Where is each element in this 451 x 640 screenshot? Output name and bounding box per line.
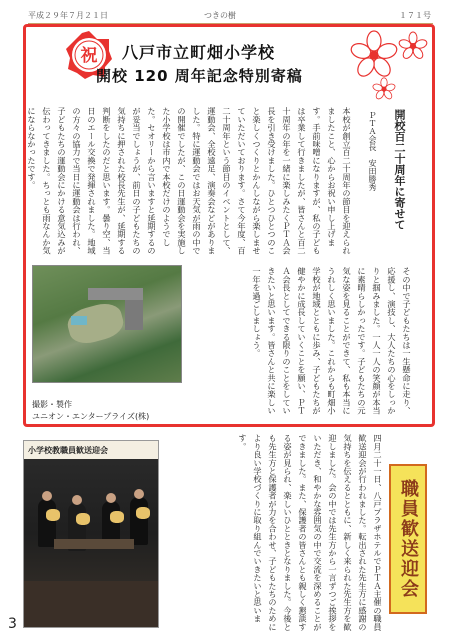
- aerial-school-photo: [32, 265, 182, 383]
- staff-party-heading: 職員歓送迎会: [389, 464, 427, 614]
- page-number: 3: [8, 616, 17, 632]
- issue-number: １７１号: [399, 11, 431, 20]
- newsletter-name: つきの樹: [204, 11, 236, 20]
- cherry-blossom-small-icon: [398, 31, 428, 61]
- article-body-continued: その中で子どもたちは一生懸命に走り、応援し、演技し、大人たちの心をしっかりと掴みました。一人一人の笑顔が本当に素晴らしかったです。子どもたちの元気な姿を見ることができて、私も本当にうれしく思いました。これからも町畑小学校が地域とともに歩み、子どもたちが健やかに成長していくことを願い、ＰＴＡ会長としてできる限りのことをしていきたいと思います。皆さんと共に楽しい一年を過ごしましょう。: [252, 267, 412, 415]
- article-heading: 開校百二十周年に寄せて: [393, 109, 406, 230]
- photo-credit-company: ユニオン・エンタープライズ(株): [32, 412, 150, 421]
- photo-credit-label: 撮影・製作: [32, 400, 72, 409]
- staff-party-body: 四月二十一日、八戸プラザホテルでＰＴＡ主催の職員歓送迎会が行われました。転出された先生方に感謝の気持ちを伝えるとともに、新しく来られた先生方を歓迎しました。会の中では先生方から一言ずつご挨拶をいただき、和やかな雰囲気の中で交流を深めることができました。また、保護者の皆さんとも親しく懇談する姿が見られ、楽しいひとときとなりました。今後とも先生方と保護者が力を合わせ、子どもたちのためにより良い学校づくりに取り組んでいきたいと思います。: [238, 434, 383, 631]
- school-name-title: 八戸市立町畑小学校: [122, 43, 276, 62]
- issue-date: 平成２９年７月２１日: [28, 11, 108, 20]
- page-header: [28, 8, 433, 24]
- cherry-blossom-icon: [348, 29, 400, 81]
- badge-text: 祝: [80, 46, 98, 66]
- article-title: 開校 120 周年記念特別寄稿: [96, 67, 303, 85]
- cherry-blossom-small-icon: [372, 77, 396, 101]
- article-author: ＰＴＡ会長 安田勝秀: [368, 111, 377, 191]
- staff-party-article: [23, 434, 435, 632]
- staff-party-photo: [23, 440, 159, 628]
- photo-banner: 小学校教職員歓送迎会: [24, 441, 158, 459]
- anniversary-article: [23, 24, 435, 427]
- article-body: 本校が創立百二十周年の節目を迎えられましたこと、心からお祝い申し上げます。手前味噌になりますが、私の子どもは卒業して行きましたが、皆さんと百二十周年の年を一緒に楽しみたくＰＴＡ会長を引き受けました。ひとつひとつのこと楽しくつくりとかんしながら楽しませていただいております。さて今年度、百二十周年という節目のイベントとして、運動会、全校遠足、演奏会などがありました。特に運動会ではお天気が雨の中での開催でしたが、この日運動会を実施した小学校は市内で本校だけのようでした。セオリーから言いますと延期するのが妥当でしょうが、前日の子どもたちの気持ちに押された校長先生が、延期する判断をしたのだと思います。曇り空、当日のエール交換で発揮されました。地域の方々の協力で当日に運動会は行われ、子どもたちの運動会にかける意気込みが伝わってきました。ちっとも雨なんか気にならなかったです。: [27, 107, 352, 255]
